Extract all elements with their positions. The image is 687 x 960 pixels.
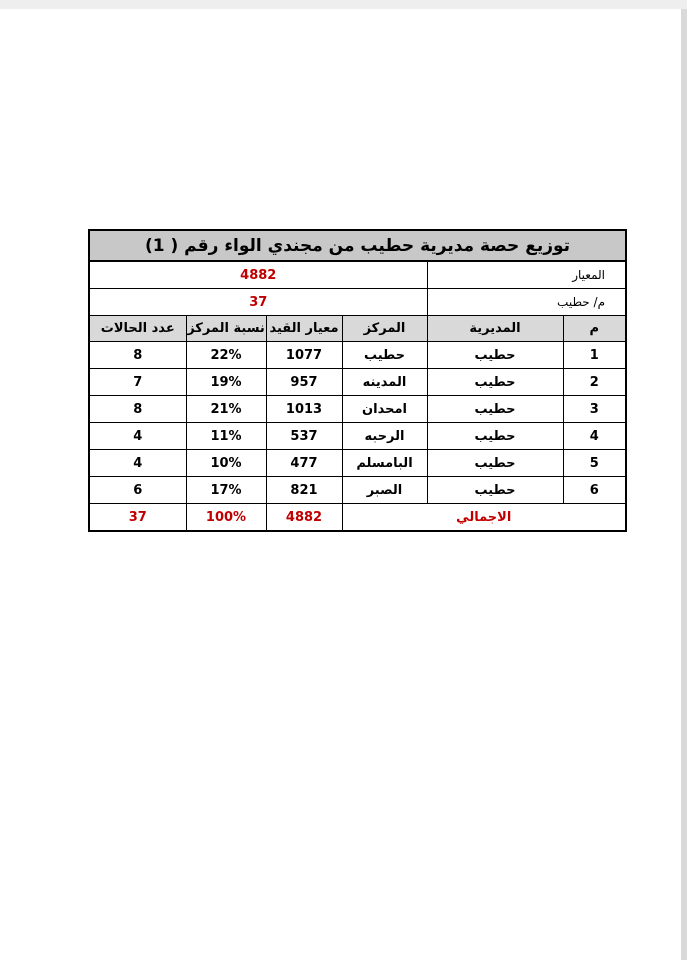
cell-center: امحدان (342, 396, 427, 423)
cell-cases: 7 (89, 369, 186, 396)
header-registry-criterion: معيار القيد (266, 316, 342, 342)
cell-center: المدينه (342, 369, 427, 396)
cell-cases: 8 (89, 342, 186, 369)
column-header-row (89, 316, 626, 342)
header-center: المركز (342, 316, 427, 342)
criterion-value: 4882 (89, 261, 427, 289)
cell-registry: 1077 (266, 342, 342, 369)
table-row (89, 396, 626, 423)
cell-center: البامسلم (342, 450, 427, 477)
table-row (89, 477, 626, 504)
cell-cases: 4 (89, 423, 186, 450)
header-num: م (563, 316, 626, 342)
cell-ratio: 19% (186, 369, 266, 396)
total-cases: 37 (89, 504, 186, 532)
cell-ratio: 21% (186, 396, 266, 423)
cell-directorate: حطيب (427, 369, 563, 396)
header-center-ratio: نسبة المركز (186, 316, 266, 342)
cell-cases: 6 (89, 477, 186, 504)
distribution-table (88, 229, 627, 532)
cell-directorate: حطيب (427, 477, 563, 504)
cell-num: 3 (563, 396, 626, 423)
cell-num: 1 (563, 342, 626, 369)
cell-cases: 8 (89, 396, 186, 423)
cell-registry: 537 (266, 423, 342, 450)
table-row (89, 450, 626, 477)
table-row (89, 369, 626, 396)
cell-directorate: حطيب (427, 342, 563, 369)
header-directorate: المديرية (427, 316, 563, 342)
cell-center: الصبر (342, 477, 427, 504)
district-total-label: م/ حطيب (427, 289, 626, 316)
table-title: توزيع حصة مديرية حطيب من مجندي الواء رقم ( 1) (89, 230, 626, 261)
cell-num: 6 (563, 477, 626, 504)
cell-ratio: 22% (186, 342, 266, 369)
header-cases: عدد الحالات (89, 316, 186, 342)
cell-center: الرحبه (342, 423, 427, 450)
cell-num: 4 (563, 423, 626, 450)
cell-registry: 821 (266, 477, 342, 504)
total-row (89, 504, 626, 532)
total-label: الاجمالي (342, 504, 626, 532)
cell-registry: 477 (266, 450, 342, 477)
cell-num: 2 (563, 369, 626, 396)
cell-ratio: 10% (186, 450, 266, 477)
cell-registry: 1013 (266, 396, 342, 423)
table-row (89, 423, 626, 450)
cell-directorate: حطيب (427, 450, 563, 477)
cell-num: 5 (563, 450, 626, 477)
cell-center: حطيب (342, 342, 427, 369)
cell-directorate: حطيب (427, 423, 563, 450)
page-top-edge (0, 0, 687, 9)
cell-ratio: 11% (186, 423, 266, 450)
total-registry: 4882 (266, 504, 342, 532)
cell-ratio: 17% (186, 477, 266, 504)
criterion-label: المعيار (427, 261, 626, 289)
total-ratio: 100% (186, 504, 266, 532)
table-row (89, 342, 626, 369)
cell-cases: 4 (89, 450, 186, 477)
cell-directorate: حطيب (427, 396, 563, 423)
district-total-value: 37 (89, 289, 427, 316)
cell-registry: 957 (266, 369, 342, 396)
